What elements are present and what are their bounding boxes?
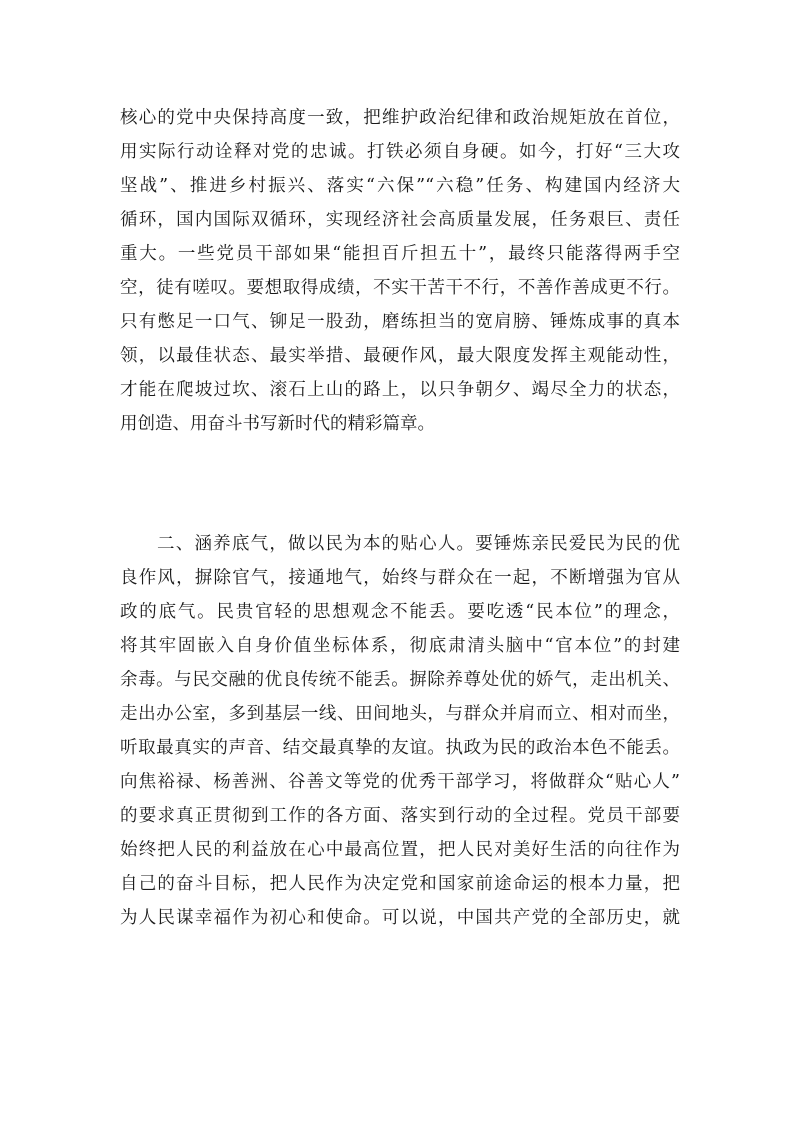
text-line: 才能在爬坡过坎、滚石上山的路上，以只争朝夕、竭尽全力的状态，: [120, 380, 680, 400]
text-line: 走出办公室，多到基层一线、田间地头，与群众并肩而立、相对而坐，: [120, 704, 680, 724]
paragraph-loyalty: [120, 101, 680, 441]
text-line: 领，以最佳状态、最实举措、最硬作风，最大限度发挥主观能动性，: [120, 346, 680, 366]
text-line: 的要求真正贯彻到工作的各方面、落实到行动的全过程。党员干部要: [120, 806, 680, 826]
text-line: 良作风，摒除官气，接通地气，始终与群众在一起，不断增强为官从: [120, 568, 680, 588]
text-line: 空，徒有嗟叹。要想取得成绩，不实干苦干不行，不善作善成更不行。: [120, 278, 680, 298]
text-line: 核心的党中央保持高度一致，把维护政治纪律和政治规矩放在首位，: [120, 108, 680, 128]
text-line: 为人民谋幸福作为初心和使命。可以说，中国共产党的全部历史，就: [120, 908, 680, 928]
text-line: 政的底气。民贵官轻的思想观念不能丢。要吃透“民本位”的理念，: [120, 602, 680, 622]
text-line: 余毒。与民交融的优良传统不能丢。摒除养尊处优的娇气，走出机关、: [120, 670, 680, 690]
text-line: 听取最真实的声音、结交最真挚的友谊。执政为民的政治本色不能丢。: [120, 738, 680, 758]
text-line: 用实际行动诠释对党的忠诚。打铁必须自身硬。如今，打好“三大攻: [120, 142, 680, 162]
text-line: 用创造、用奋斗书写新时代的精彩篇章。: [120, 414, 435, 434]
section-heading-line: 二、涵养底气，做以民为本的贴心人。要锤炼亲民爱民为民的优: [157, 534, 680, 554]
text-line: 只有憋足一口气、铆足一股劲，磨练担当的宽肩膀、锤炼成事的真本: [120, 312, 680, 332]
text-line: 向焦裕禄、杨善洲、谷善文等党的优秀干部学习，将做群众“贴心人”: [120, 772, 680, 792]
text-line: 重大。一些党员干部如果“能担百斤担五十”，最终只能落得两手空: [120, 244, 680, 264]
paragraph-section-two: [120, 527, 680, 935]
text-line: 始终把人民的利益放在心中最高位置，把人民对美好生活的向往作为: [120, 840, 680, 860]
text-line: 自己的奋斗目标，把人民作为决定党和国家前途命运的根本力量，把: [120, 874, 680, 894]
text-line: 循环，国内国际双循环，实现经济社会高质量发展，任务艰巨、责任: [120, 210, 680, 230]
text-line: 坚战”、推进乡村振兴、落实“六保”“六稳”任务、构建国内经济大: [120, 176, 680, 196]
text-line: 将其牢固嵌入自身价值坐标体系，彻底肃清头脑中“官本位”的封建: [120, 636, 680, 656]
